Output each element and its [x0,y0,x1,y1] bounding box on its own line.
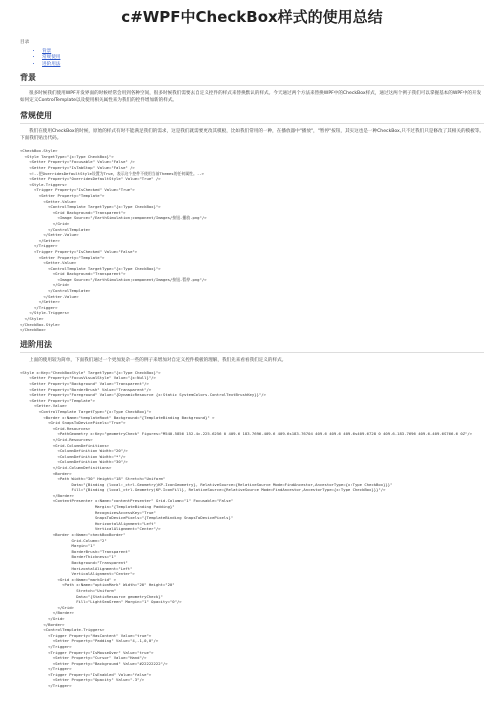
code-line: <Grid.ColumnDefinitions> [20,442,110,448]
code-line: HorizontalAlignment="Left" [20,520,156,526]
background-paragraph: 很多时候我们使用WPF开发界面的时候经常会用到各种空间，很多时候我们需要去自定义控件的样式来替换默认的样式。今天通过两个方法来替换WPF中的CheckBox样式，通过这两个例子我们可以掌握基本的WPF中的开发如何定义ControlTemplate以及使用相关属性来为我们的控件增加新的样式。 [20,91,482,104]
code-line: SnapsToDevicePixels="{TemplateBinding SnapsToDevicePixels}" [20,515,234,521]
code-line: HorizontalAlignment="Left" [20,565,133,571]
code-line: Stretch="Uniform" [20,587,117,593]
code-line: <Grid x:Name="markGrid" > [20,576,117,582]
code-line: <ControlTemplate.Triggers> [20,627,105,633]
code-line: <Setter Property="Template"> [20,397,95,403]
code-line: <Setter Property="Foreground" Value="{DynamicResource {x:Static SystemColors.ControlTextBrushKey}}"/> [20,392,266,398]
code-line: <Style.Triggers> [20,181,67,187]
toc-link-background[interactable]: • 背景 [42,49,484,55]
code-line: <CheckBox.Style> [20,148,58,154]
code-line: <ColumnDefinition Width="30"/> [20,459,128,465]
section-heading-background: 背景 [20,73,36,83]
code-line: </Grid.ColumnDefinitions> [20,464,112,470]
code-line: <Setter Property="Template"> [20,254,105,260]
code-line: </Setter.Value> [20,232,79,238]
section-divider [20,123,484,124]
normal-use-paragraph: 我们在使用CheckBox的时候，原始的样式有时不能满足我们的需求，这是我们就需要更改其模板，比如我们常用的一种，在播放器中"播放"，"暂停"按钮，其实这也是一种CheckBox,只不过我们只是修改了其相关的模板等。下面我们贴出代码。 [20,129,484,142]
code-line: </ControlTemplate> [20,226,91,232]
code-line: <Setter Property="Background" Value="Transparent"/> [20,381,149,386]
code-block-advanced-style [20,370,484,689]
code-line: </Style> [20,316,44,322]
code-line: <ContentPresenter x:Name="contentPresenter" Grid.Column="1" Focusable="False" [20,498,234,504]
code-line: <Trigger Property="IsMouseOver" Value="true"> [20,649,154,655]
code-line: <Grid Background="Transparent"> [20,271,126,277]
code-line: </ControlTemplate> [20,288,91,294]
code-line: <Path Width="30" Height="18" Stretch="Uniform" [20,476,166,482]
code-line: <ControlTemplate TargetType="{x:Type CheckBox}"> [20,204,161,210]
code-line: <Setter.Value> [20,198,77,204]
code-line: Background="Transparent" [20,560,128,565]
toc-label: 目录 [20,40,30,45]
code-line: <ControlTemplate TargetType="{x:Type CheckBox}"> [20,408,152,414]
code-line: Margin="1" [20,543,95,549]
code-line: RecognizesAccessKey="True" [20,509,156,515]
code-line: <Setter Property="Focusable" Value="False" /> [20,159,135,165]
code-line: </Border> [20,610,74,616]
code-line: <Image Source="/EarthSimulation;component/Images/按钮-播放.png"/> [20,215,207,221]
section-divider [20,85,484,86]
code-line: </Trigger> [20,243,58,249]
advanced-use-paragraph: 上面的使用较为简单，下面我们通过一个更加复杂一些的例子来增加对自定义控件模板的理解，我们先来看看我们定义的样式。 [29,357,287,363]
code-block-basic-style [20,148,484,333]
code-line: Grid.Column="2" [20,537,107,543]
code-line: <Setter Property="Padding" Value="4,-1,0,0"/> [20,638,159,644]
code-line: <Border x:Name="templateRoot" Background="{TemplateBinding Background}" > [20,414,215,420]
code-line: <Grid SnapsToDevicePixels="True"> [20,420,126,426]
section-heading-advanced-use: 进阶用法 [20,339,52,349]
code-line: </Trigger> [20,304,58,310]
code-line: </Grid> [20,615,65,621]
code-line: <PathGeometry x:Key="geometryCheck" Figures="M540.5856 152.4c-225.6256 0 409.6 183.7696-409.6 409.6s183.76704 409.6 409.6 409.6s409.6728 0 409.6-183.7696 409.6-409.6S766.6 0Z"/> [20,431,473,437]
code-line: Fill="{Binding (local_ctrl.Geometry)KP.IconFill}, RelativeSource={RelativeSource Mode=FindAncestor,AncestorType={x:Type CheckBox}}}"/> [20,487,386,493]
code-line: <Setter Property="Cursor" Value="Hand"/> [20,655,147,661]
code-line: </Grid> [20,282,70,288]
code-line: </Setter> [20,237,60,243]
code-line: <ColumnDefinition Width="20"/> [20,448,128,454]
code-line: <ControlTemplate TargetType="{x:Type CheckBox}"> [20,265,161,271]
section-heading-normal-use: 常规使用 [20,111,52,121]
code-line: <!--把OverridesDefaultStyle设置为True，表示这个控件不使用当前Themes的任何属性。--> [20,170,204,176]
code-line: <Setter.Value> [20,403,67,409]
code-line: </Trigger> [20,683,72,689]
code-line: <Path x:Name="optionMark" Width="20" Height="20" [20,582,175,588]
code-line: </Grid> [20,220,70,226]
code-line: <Setter Property="Opacity" Value=".3"/> [20,677,145,683]
code-line: </Border> [20,492,74,498]
toc-link-advanced-use[interactable]: • 进阶用法 [42,62,484,68]
code-line: <Style TargetType="{x:Type CheckBox}"> [20,153,114,159]
code-line: Fill="LightSeaGreen" Margin="1" Opacity="0"/> [20,599,182,605]
code-line: </CheckBox.Style> [20,321,60,327]
code-line: <Setter Property="BorderBrush" Value="Transparent"/> [20,386,152,392]
code-line: </CheckBox> [20,327,46,333]
section-divider [20,352,484,353]
code-line: <Grid.Resources> [20,425,91,431]
code-line: <Setter Property="OverridesDefaultStyle" Value="True" /> [20,176,161,182]
toc-link-normal-use[interactable]: • 常规使用 [42,55,484,61]
code-line: VerticalAlignment="Center"/> [20,526,161,532]
code-line: BorderThickness="1" [20,554,117,560]
code-line: <Setter Property="Background" Value="#22222222"/> [20,660,168,666]
code-line: <Setter Property="FocusVisualStyle" Value="{x:Null}"/> [20,375,156,381]
code-line: </Border> [20,621,65,627]
code-line: </Grid> [20,604,74,610]
code-line: Data="{StaticResource geometryCheck}" [20,593,163,599]
code-line: VerticalAlignment="Center"> [20,571,135,577]
code-line: </Trigger> [20,666,72,672]
code-line: </Setter> [20,299,60,305]
code-line: </Style.Triggers> [20,310,70,316]
code-line: <Trigger Property="HasContent" Value="true"> [20,632,152,638]
code-line: <Border> [20,470,72,476]
table-of-contents [20,49,484,68]
code-line: Data="{Binding (local:_ctrl.Geometry)KP.IconGeometry}, RelativeSource={RelativeSource Mode=FindAncestor,AncestorType={x:Type CheckBox}}}" [20,481,393,487]
code-line: <Style x:Key="CheckBoxStyle" TargetType="{x:Type CheckBox}"> [20,369,161,375]
code-line: <Image Source="/EarthSimulation;component/Images/按钮-暂停.png"/> [20,276,207,282]
code-line: <Setter Property="IsTabStop" Value="False" /> [20,165,135,170]
code-line: <Setter.Value> [20,260,77,266]
code-line: </Grid.Resources> [20,436,93,442]
code-line: </Trigger> [20,643,72,649]
code-line: <ColumnDefinition Width="*"/> [20,453,126,459]
page-title: c#WPF中CheckBox样式的使用总结 [121,8,383,26]
code-line: <Trigger Property="IsEnabled" Value="false"> [20,671,152,677]
code-line: BorderBrush="Transparent" [20,548,131,554]
code-line: <Border x:Name="checkBoxBorder" [20,532,126,538]
code-line: <Trigger Property="IsChecked" Value="False"> [20,248,138,254]
code-line: Margin="{TemplateBinding Padding}" [20,504,175,510]
code-line: <Grid Background="Transparent"> [20,209,126,215]
code-line: <Trigger Property="IsChecked" Value="True"> [20,187,135,193]
code-line: <Setter Property="Template"> [20,192,105,198]
code-line: </Setter.Value> [20,293,79,299]
